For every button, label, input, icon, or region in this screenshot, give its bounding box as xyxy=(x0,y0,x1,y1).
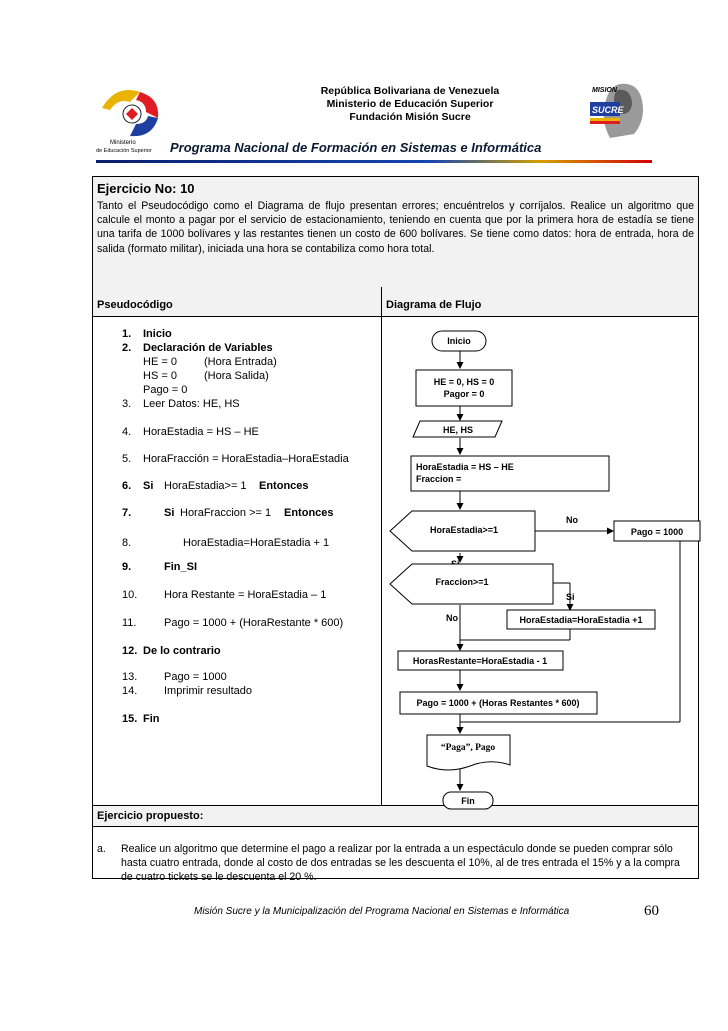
pc-line-6-si: Si xyxy=(143,480,154,492)
pc-num-7: 7. xyxy=(122,507,132,519)
flow-decision-1-label: HoraEstadia>=1 xyxy=(429,525,499,535)
pc-num-14: 14. xyxy=(122,685,138,697)
pc-line-6-cond: HoraEstadia>= 1 xyxy=(164,480,247,492)
exercise-title: Ejercicio No: 10 xyxy=(97,181,195,196)
svg-text:de Educación Superior: de Educación Superior xyxy=(96,148,152,154)
pc-line-8: HoraEstadia=HoraEstadia + 1 xyxy=(183,537,330,549)
flow-init-line-1: HE = 0, HS = 0 xyxy=(433,377,495,387)
pseudo-header-label: Pseudocódigo xyxy=(97,299,173,311)
pc-num-5: 5. xyxy=(122,453,132,465)
footer-text: Misión Sucre y la Municipalización del Programa Nacional en Sistemas e Informática xyxy=(194,906,570,917)
header-line-2: Ministerio de Educación Superior xyxy=(326,98,494,110)
flow-init xyxy=(416,370,512,406)
svg-text:Ministerio: Ministerio xyxy=(110,140,136,146)
flow-no-2: No xyxy=(446,613,458,623)
page-number: 60 xyxy=(644,903,659,919)
flow-header-label: Diagrama de Flujo xyxy=(386,299,482,311)
flow-pago-formula-label: Pago = 1000 + (Horas Restantes * 600) xyxy=(416,698,580,708)
flow-si-2: Si xyxy=(566,592,575,602)
flow-no-1: No xyxy=(566,515,578,525)
pc-line-7-si: Si xyxy=(164,507,175,519)
pc-num-6: 6. xyxy=(122,480,132,492)
svg-text:SUCRE: SUCRE xyxy=(592,105,624,115)
header-line-3: Fundación Misión Sucre xyxy=(349,111,471,123)
flow-increment-label: HoraEstadia=HoraEstadia +1 xyxy=(519,615,643,625)
flow-calc-line-2: Fraccion = xyxy=(416,474,462,484)
pc-line-11: Pago = 1000 + (HoraRestante * 600) xyxy=(164,617,344,629)
pc-num-9: 9. xyxy=(122,561,132,573)
pc-num-11: 11. xyxy=(122,617,137,629)
pc-line-3: Leer Datos: HE, HS xyxy=(143,398,240,410)
flow-pago-1000-label: Pago = 1000 xyxy=(630,527,684,537)
pc-line-10: Hora Restante = HoraEstadia – 1 xyxy=(164,589,327,601)
pc-line-2a-var: HE = 0 xyxy=(143,356,177,368)
flow-read-label: HE, HS xyxy=(442,425,474,435)
pc-num-15: 15. xyxy=(122,713,138,725)
proposed-item-text: Realice un algoritmo que determine el pago a realizar por la entrada a un espectáculo donde se pueden comprar sólo hasta cuatro entrada, donde al costo de dos entradas se les descuenta el 10%, al de tres entrada el 15% y a la compra de cuatro tickets se le descuenta el 20 %. xyxy=(121,843,680,883)
pc-line-13: Pago = 1000 xyxy=(164,671,227,683)
pc-line-9: Fin_SI xyxy=(164,561,198,573)
pc-line-15: Fin xyxy=(143,713,160,725)
pc-num-2: 2. xyxy=(122,342,132,354)
pc-line-2b-var: HS = 0 xyxy=(143,370,177,382)
flow-print-label: “Paga”, Pago xyxy=(440,743,496,753)
pc-num-13: 13. xyxy=(122,671,138,683)
pc-line-2: Declaración de Variables xyxy=(143,342,273,354)
exercise-text: Tanto el Pseudocódigo como el Diagrama de flujo presentan errores; encuéntrelos y corríjalos. Realice un algoritmo que calcule el monto a pagar por el servicio de estacionamiento, teniendo en cuenta que por la primera hora de estadía se tiene una tarifa de 1000 bolívares y las restantes tienen un costo de 600 bolívares. Se tiene como datos: hora de entrada, hora de salida (formato militar), iniciada una hora se contabiliza como hora total. xyxy=(97,200,694,255)
flow-calc-line-1: HoraEstadia = HS – HE xyxy=(416,462,514,472)
pc-num-4: 4. xyxy=(122,426,132,438)
proposed-title: Ejercicio propuesto: xyxy=(97,810,204,822)
pc-line-12: De lo contrario xyxy=(143,645,221,657)
pc-line-1: Inicio xyxy=(143,328,172,340)
pc-num-8: 8. xyxy=(122,537,132,549)
header-line-1: República Bolivariana de Venezuela xyxy=(320,85,500,97)
pc-line-4: HoraEstadia = HS – HE xyxy=(143,426,259,438)
svg-text:MISION: MISION xyxy=(592,87,617,94)
pc-line-14: Imprimir resultado xyxy=(164,685,253,697)
proposed-item-label: a. xyxy=(97,843,106,855)
pc-num-10: 10. xyxy=(122,589,138,601)
flow-init-line-2: Pagor = 0 xyxy=(443,389,485,399)
pc-line-2c: Pago = 0 xyxy=(143,384,188,396)
flow-rest-label: HorasRestante=HoraEstadia - 1 xyxy=(412,656,548,666)
program-title: Programa Nacional de Formación en Sistemas e Informática xyxy=(170,140,542,155)
pc-line-7-cond: HoraFraccion >= 1 xyxy=(180,507,272,519)
flow-start-label: Inicio xyxy=(447,336,471,346)
pc-line-2a-desc: (Hora Entrada) xyxy=(204,356,277,368)
pc-line-6-entonces: Entonces xyxy=(259,480,309,492)
pc-line-5: HoraFracción = HoraEstadia–HoraEstadia xyxy=(143,453,349,465)
pc-line-2b-desc: (Hora Salida) xyxy=(204,370,269,382)
flow-decision-2-label: Fraccion>=1 xyxy=(435,577,489,587)
pc-num-12: 12. xyxy=(122,645,138,657)
pc-num-3: 3. xyxy=(122,398,132,410)
pc-line-7-entonces: Entonces xyxy=(284,507,334,519)
pc-num-1: 1. xyxy=(122,328,132,340)
flow-end-label: Fin xyxy=(461,796,475,806)
